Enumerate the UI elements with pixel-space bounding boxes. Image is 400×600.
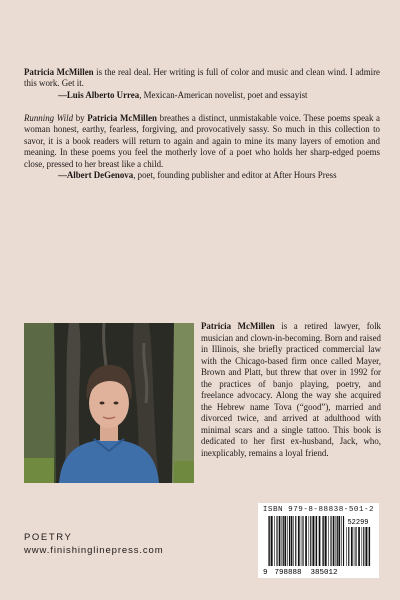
blurb-urrea xyxy=(24,67,380,101)
blurb-urrea-body: is the real deal. Her writing is full of color and music and clean wind. I admire this work. Get it. xyxy=(24,67,380,89)
barcode-bar xyxy=(291,516,293,566)
barcode-bar xyxy=(268,516,269,566)
barcode-bar xyxy=(279,516,281,566)
barcode-bar xyxy=(348,527,349,566)
barcode-bar xyxy=(276,516,277,566)
author-portrait-image xyxy=(24,323,194,483)
barcode-bar xyxy=(293,516,294,566)
author-bio-text xyxy=(201,321,381,460)
blurb-degenova-text xyxy=(24,113,380,170)
attribution-name: —Albert DeGenova xyxy=(58,170,134,181)
barcode-bar xyxy=(362,527,363,566)
barcode-bar xyxy=(282,516,283,566)
bio-author-name: Patricia McMillen xyxy=(201,321,275,331)
barcode-bar xyxy=(336,516,337,566)
barcode-bar xyxy=(343,516,344,566)
barcode-bar xyxy=(312,516,314,566)
barcode-bar xyxy=(309,516,310,566)
barcode-bar xyxy=(369,527,370,566)
barcode-bar xyxy=(315,516,316,566)
isbn-barcode xyxy=(258,503,379,578)
publisher-website: www.finishinglinepress.com xyxy=(24,545,164,556)
main-barcode-bars xyxy=(268,516,344,566)
barcode-bar xyxy=(319,516,321,566)
barcode-number-left: 798888 xyxy=(274,569,302,577)
barcode-bar xyxy=(365,527,367,566)
barcode-bar xyxy=(368,527,369,566)
barcode-bar xyxy=(333,516,335,566)
attribution-desc: , poet, founding publisher and editor at After Hours Press xyxy=(133,170,337,181)
barcode-bar xyxy=(274,516,275,566)
author-photo xyxy=(24,323,194,483)
barcode-bar xyxy=(325,516,327,566)
barcode-bar xyxy=(337,516,338,566)
barcode-bar xyxy=(358,527,360,566)
barcode-number-right: 385012 xyxy=(310,569,338,577)
barcode-bar xyxy=(269,516,270,566)
bio-body: is a retired lawyer, folk musician and clown-in-becoming. Born and raised in Illinois, she briefly practiced commercial law with the Chicago-based firm once called Mayer, Brown and Platt, but threw that over in 1992 for the practices of banjo playing, poetry, and freelance advocacy. Along the way she acquired the Hebrew name Tova (“good”), married and divorced twice, and arrived at adulthood with minimal scars and a single tattoo. This book is dedicated to her first ex-husband, Jack, who, inexplicably, remains a loyal friend. xyxy=(201,321,381,459)
barcode-bar xyxy=(271,516,273,566)
blurb-degenova-body: breathes a distinct, unmistakable voice. These poems speak a woman honest, earthy, fearless, forgiving, and provocatively sassy. So much in this collection to savor, it is a book readers will return to again and again to mine its many layers of emotion and meaning. In these poems you feel the motherly love of a poet who holds her sharp-edged poems close, pressed to her breast like a child. xyxy=(24,113,381,169)
barcode-bar xyxy=(363,527,364,566)
barcode-bar xyxy=(301,516,302,566)
barcode-bar xyxy=(351,527,353,566)
barcode-bar xyxy=(341,516,342,566)
barcode-bar xyxy=(323,516,324,566)
barcode-bar xyxy=(355,527,356,566)
barcode-bar xyxy=(322,516,323,566)
barcode-bar xyxy=(328,516,329,566)
blurb-degenova xyxy=(24,113,380,181)
isbn-label: ISBN 979-8-88838-501-2 xyxy=(262,506,375,514)
attribution-name: —Luis Alberto Urrea xyxy=(58,89,140,100)
blurb-author-name: Patricia McMillen xyxy=(87,113,157,123)
author-bio xyxy=(201,321,381,460)
blurb-author-name: Patricia McMillen xyxy=(24,67,94,77)
barcode-bar xyxy=(305,516,307,566)
attribution-desc: , Mexican-American novelist, poet and essayist xyxy=(139,89,308,100)
barcode-bar xyxy=(338,516,340,566)
barcode-number-first: 9 xyxy=(263,569,268,577)
barcode-bar xyxy=(310,516,311,566)
barcode-bar xyxy=(298,516,300,566)
barcode-bar xyxy=(287,516,288,566)
barcode-bar xyxy=(346,527,347,566)
barcode-bar xyxy=(295,516,296,566)
barcode-bar xyxy=(289,516,290,566)
blurb-by: by xyxy=(73,113,88,123)
blurb-degenova-attribution xyxy=(24,170,380,181)
genre-label: POETRY xyxy=(24,532,73,543)
price-code-text: 52299 xyxy=(347,519,369,527)
blurb-urrea-attribution xyxy=(24,90,380,101)
barcode-graphic xyxy=(258,503,379,578)
barcode-bar xyxy=(283,516,284,566)
barcode-bar xyxy=(284,516,286,566)
publisher-footer xyxy=(24,531,164,557)
blurb-urrea-text xyxy=(24,67,380,90)
barcode-bar xyxy=(302,516,303,566)
barcode-bar xyxy=(316,516,317,566)
barcode-bar xyxy=(330,516,331,566)
addon-barcode-bars xyxy=(346,527,370,566)
barcode-bar xyxy=(354,527,355,566)
book-title: Running Wild xyxy=(24,113,74,123)
